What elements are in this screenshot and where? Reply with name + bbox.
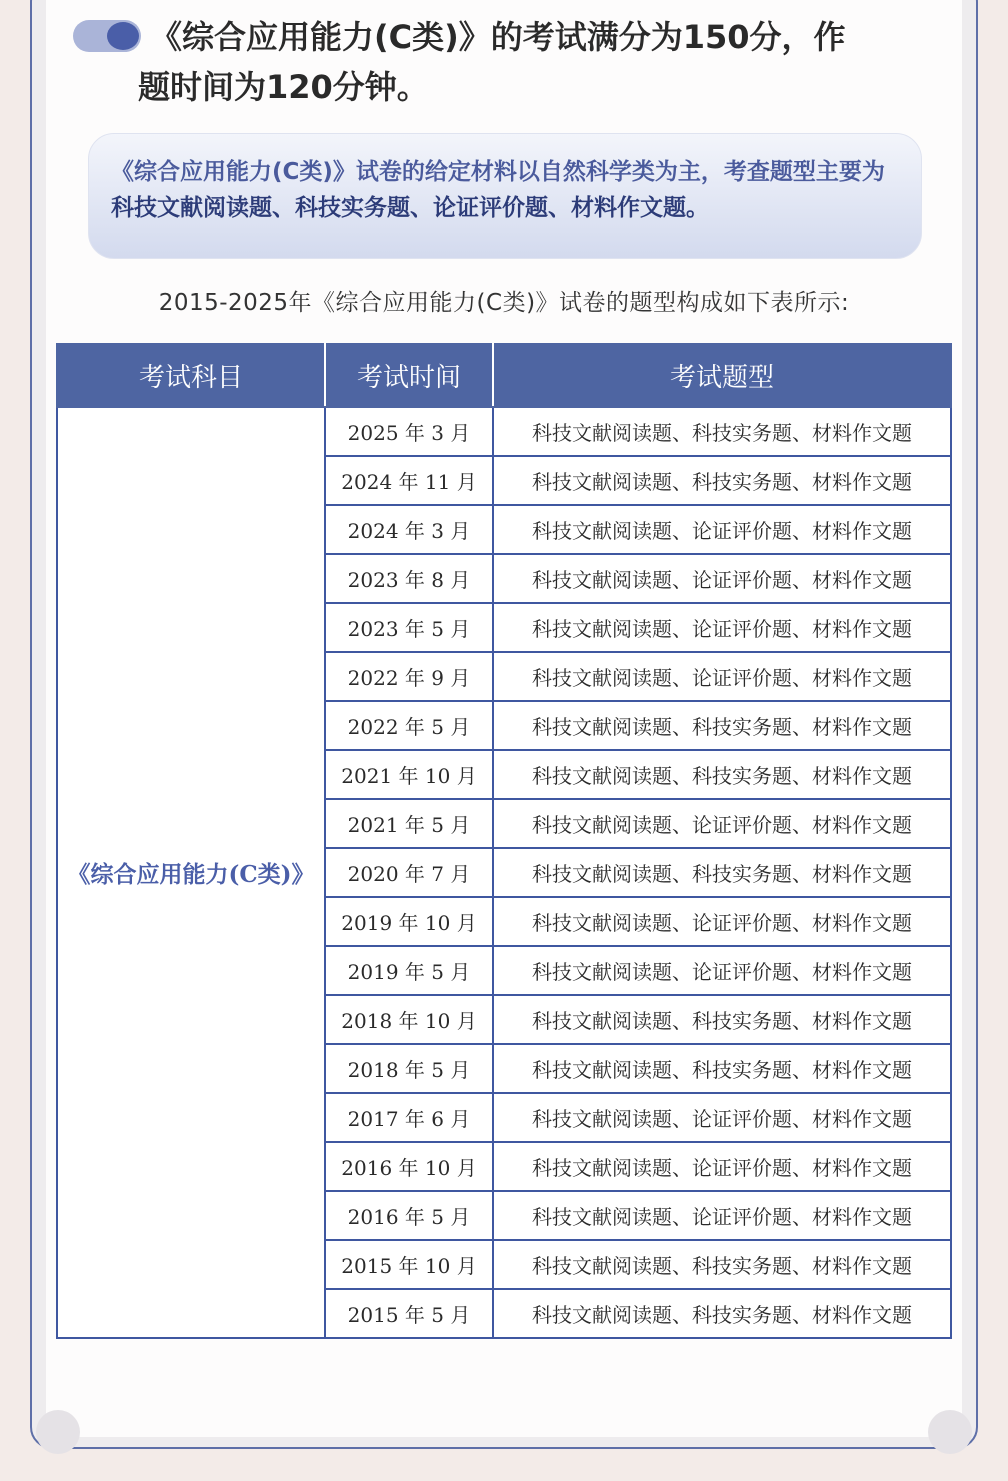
exam-time-cell: 2021 年 10 月 bbox=[325, 750, 493, 799]
table-body bbox=[57, 407, 951, 1338]
exam-type-table bbox=[56, 343, 952, 1339]
header-types: 考试题型 bbox=[493, 344, 951, 407]
exam-time-cell: 2016 年 10 月 bbox=[325, 1142, 493, 1191]
toggle-switch-icon bbox=[73, 20, 141, 52]
exam-types-cell: 科技文献阅读题、科技实务题、材料作文题 bbox=[493, 848, 951, 897]
exam-time-cell: 2023 年 8 月 bbox=[325, 554, 493, 603]
subject-cell: 《综合应用能力(C类)》 bbox=[57, 407, 325, 1338]
headline-line-2: 题时间为120分钟。 bbox=[138, 68, 429, 106]
exam-time-cell: 2021 年 5 月 bbox=[325, 799, 493, 848]
table-header-row bbox=[57, 344, 951, 407]
exam-types-cell: 科技文献阅读题、论证评价题、材料作文题 bbox=[493, 1142, 951, 1191]
exam-types-cell: 科技文献阅读题、论证评价题、材料作文题 bbox=[493, 1093, 951, 1142]
exam-time-cell: 2016 年 5 月 bbox=[325, 1191, 493, 1240]
exam-types-cell: 科技文献阅读题、论证评价题、材料作文题 bbox=[493, 603, 951, 652]
exam-types-cell: 科技文献阅读题、论证评价题、材料作文题 bbox=[493, 897, 951, 946]
exam-types-cell: 科技文献阅读题、论证评价题、材料作文题 bbox=[493, 946, 951, 995]
exam-time-cell: 2025 年 3 月 bbox=[325, 407, 493, 456]
exam-time-cell: 2019 年 10 月 bbox=[325, 897, 493, 946]
callout-text: 《综合应用能力(C类)》试卷的给定材料以自然科学类为主，考查题型主要为 bbox=[111, 159, 885, 185]
corner-decoration-right bbox=[928, 1410, 972, 1454]
exam-types-cell: 科技文献阅读题、科技实务题、材料作文题 bbox=[493, 1240, 951, 1289]
exam-time-cell: 2019 年 5 月 bbox=[325, 946, 493, 995]
exam-time-cell: 2015 年 5 月 bbox=[325, 1289, 493, 1338]
exam-types-cell: 科技文献阅读题、论证评价题、材料作文题 bbox=[493, 1191, 951, 1240]
exam-time-cell: 2022 年 5 月 bbox=[325, 701, 493, 750]
exam-time-cell: 2024 年 11 月 bbox=[325, 456, 493, 505]
exam-types-cell: 科技文献阅读题、科技实务题、材料作文题 bbox=[493, 750, 951, 799]
exam-time-cell: 2020 年 7 月 bbox=[325, 848, 493, 897]
exam-time-cell: 2022 年 9 月 bbox=[325, 652, 493, 701]
exam-time-cell: 2015 年 10 月 bbox=[325, 1240, 493, 1289]
exam-time-cell: 2024 年 3 月 bbox=[325, 505, 493, 554]
info-callout bbox=[88, 133, 922, 259]
header-subject: 考试科目 bbox=[57, 344, 325, 407]
exam-types-cell: 科技文献阅读题、科技实务题、材料作文题 bbox=[493, 456, 951, 505]
headline-line-1: 《综合应用能力(C类)》的考试满分为150分，作 bbox=[150, 18, 846, 56]
table-row bbox=[57, 407, 951, 456]
exam-types-cell: 科技文献阅读题、论证评价题、材料作文题 bbox=[493, 505, 951, 554]
exam-time-cell: 2018 年 5 月 bbox=[325, 1044, 493, 1093]
exam-types-cell: 科技文献阅读题、科技实务题、材料作文题 bbox=[493, 701, 951, 750]
exam-types-cell: 科技文献阅读题、科技实务题、材料作文题 bbox=[493, 1044, 951, 1093]
exam-types-cell: 科技文献阅读题、科技实务题、材料作文题 bbox=[493, 995, 951, 1044]
callout-highlight: 科技文献阅读题、科技实务题、论证评价题、材料作文题。 bbox=[111, 195, 709, 221]
header-time: 考试时间 bbox=[325, 344, 493, 407]
exam-time-cell: 2017 年 6 月 bbox=[325, 1093, 493, 1142]
corner-decoration-left bbox=[36, 1410, 80, 1454]
toggle-knob bbox=[107, 22, 139, 50]
exam-time-cell: 2018 年 10 月 bbox=[325, 995, 493, 1044]
exam-types-cell: 科技文献阅读题、论证评价题、材料作文题 bbox=[493, 652, 951, 701]
table-caption: 2015-2025年《综合应用能力(C类)》试卷的题型构成如下表所示: bbox=[158, 290, 850, 316]
exam-types-cell: 科技文献阅读题、论证评价题、材料作文题 bbox=[493, 799, 951, 848]
exam-types-cell: 科技文献阅读题、科技实务题、材料作文题 bbox=[493, 407, 951, 456]
exam-types-cell: 科技文献阅读题、论证评价题、材料作文题 bbox=[493, 554, 951, 603]
exam-types-cell: 科技文献阅读题、科技实务题、材料作文题 bbox=[493, 1289, 951, 1338]
headline bbox=[138, 12, 950, 112]
exam-time-cell: 2023 年 5 月 bbox=[325, 603, 493, 652]
